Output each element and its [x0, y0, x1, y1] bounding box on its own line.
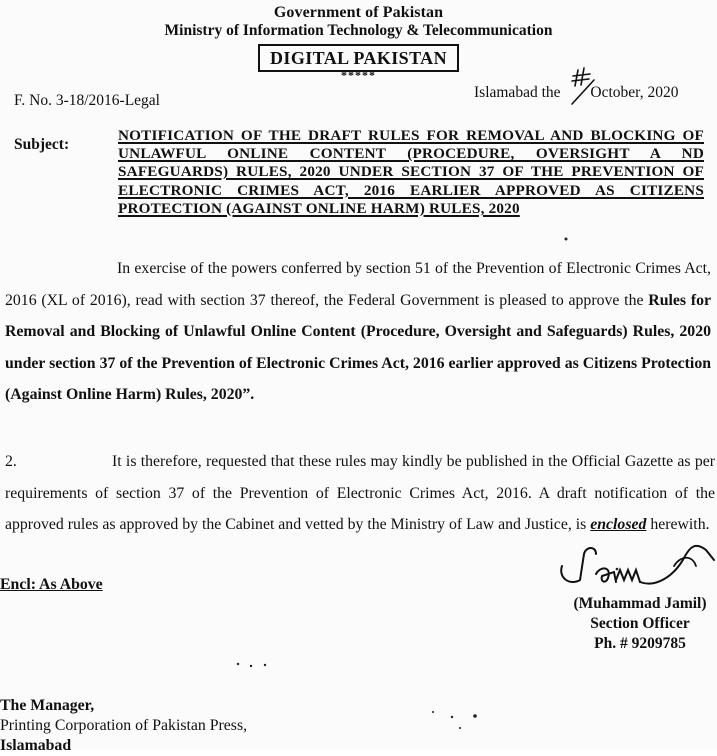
date-month-year: October, 2020 [590, 84, 679, 101]
letterhead-division: DIGITAL PAKISTAN [258, 44, 459, 72]
date-place: Islamabad the [474, 84, 561, 101]
subject-text: NOTIFICATION OF THE DRAFT RULES FOR REMOVAL AND BLOCKING OF UNLAWFUL ONLINE CONTENT (PROCEDURE, OVERSIGHT A ND SAFEGUARDS) RULES, 2020 UNDER SECTION 37 OF THE PREVENTION OF ELECTRONIC CRIMES ACT, 2016 EARLIER APPROVED AS CITIZENS PROTECTION (AGAINST ONLINE HARM) RULES, 2020 [118, 127, 704, 217]
subject-label: Subject: [14, 136, 70, 153]
signatory-title: Section Officer [590, 615, 690, 632]
paragraph-2-text-end: herewith. [646, 516, 710, 533]
paragraph-1 [5, 253, 711, 411]
letterhead-stars: ***** [341, 68, 376, 82]
addressee-line-3: Islamabad [0, 737, 72, 754]
paragraph-1-text: In exercise of the powers conferred by section 51 of the Prevention of Electronic Crimes Act, 2016 (XL of 2016), read with section 37 thereof, the Federal Government is pleased to approve the [5, 260, 711, 309]
signatory-phone: Ph. # 9209785 [594, 635, 686, 652]
signatory-name: (Muhammad Jamil) [573, 595, 707, 612]
enclosure-label: Encl: As Above [0, 576, 103, 593]
paragraph-2-text: It is therefore, requested that these rules may kindly be published in the Official Gazette as per requirements of section 37 of the Prevention of Electronic Crimes Act, 2016. A draft notification of the approved rules as approved by the Cabinet and vetted by the Ministry of Law and Justice, is [5, 453, 715, 533]
paragraph-2 [5, 446, 715, 541]
letterhead-ministry: Ministry of Information Technology & Telecommunication [164, 22, 553, 39]
addressee-block [0, 696, 247, 756]
handwritten-day-mark [568, 66, 604, 106]
signatory-block [560, 594, 717, 654]
file-number: F. No. 3-18/2016-Legal [14, 92, 160, 109]
paragraph-2-emphasis: enclosed [590, 516, 647, 533]
paragraph-2-number: 2. [5, 453, 17, 470]
addressee-line-1: The Manager, [0, 697, 95, 714]
letterhead-government: Government of Pakistan [273, 4, 444, 21]
paragraph-1-bold-text: Rules for Removal and Blocking of Unlawful Online Content (Procedure, Oversight and Safeguards) Rules, 2020 under section 37 of the Prevention of Electronic Crimes Act, 2016 earlier approved as Citizens Protection (Against Online Harm) Rules, 2020”. [5, 291, 711, 403]
addressee-line-2: Printing Corporation of Pakistan Press, [0, 717, 248, 734]
